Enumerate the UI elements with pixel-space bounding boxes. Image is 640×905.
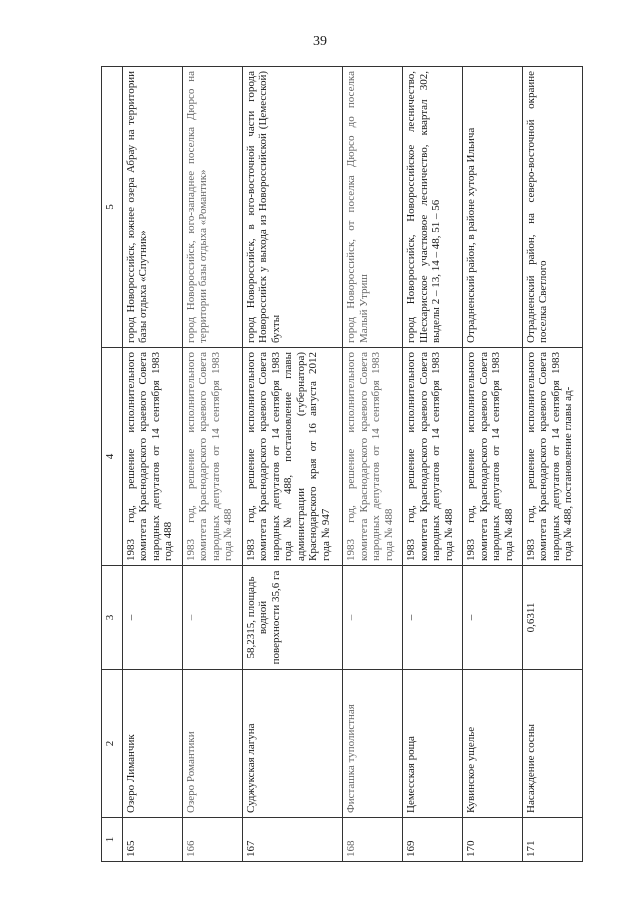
legal-basis: 1983 год, решение исполнительного комитета Краснодарского краевого Совета народных депутатов от 14 сентября 1983 года № 488 xyxy=(463,348,523,566)
object-location: Отрадненский район, в районе хутора Ильича xyxy=(463,67,523,348)
object-area: – xyxy=(403,566,463,670)
page-number: 39 xyxy=(313,34,327,49)
object-name: Озеро Лиманчик xyxy=(122,670,182,818)
rotated-table-container xyxy=(101,67,583,862)
object-name: Озеро Романтики xyxy=(182,670,242,818)
table-row xyxy=(403,67,463,862)
table-row xyxy=(343,67,403,862)
header-row xyxy=(102,67,123,862)
object-area: 58,2315, площадь водной поверхности 35,6 га xyxy=(242,566,343,670)
object-location: город Новороссийск, южнее озера Абрау на территории базы отдыха «Спутник» xyxy=(122,67,182,348)
object-name: Фисташка туполистная xyxy=(343,670,403,818)
object-area: – xyxy=(343,566,403,670)
legal-basis: 1983 год, решение исполнительного комитета Краснодарского краевого Совета народных депутатов от 14 сентября 1983 года № 488, постановление главы администрации (губернатора) Краснодарского края от 16 августа 2012 года № 947 xyxy=(242,348,343,566)
object-area: – xyxy=(463,566,523,670)
row-number: 171 xyxy=(522,818,582,862)
header-col-5: 5 xyxy=(102,67,123,348)
table-row xyxy=(182,67,242,862)
object-name: Цемесская роща xyxy=(403,670,463,818)
legal-basis: 1983 год, решение исполнительного комитета Краснодарского краевого Совета народных депутатов от 14 сентября 1983 года 488 xyxy=(122,348,182,566)
row-number: 168 xyxy=(343,818,403,862)
row-number: 167 xyxy=(242,818,343,862)
object-location: Отрадненский район, на северо-восточной окраине поселка Светлого xyxy=(522,67,582,348)
row-number: 169 xyxy=(403,818,463,862)
row-number: 166 xyxy=(182,818,242,862)
table-row xyxy=(122,67,182,862)
object-name: Насаждение сосны xyxy=(522,670,582,818)
header-col-2: 2 xyxy=(102,670,123,818)
object-area: 0,6311 xyxy=(522,566,582,670)
header-col-3: 3 xyxy=(102,566,123,670)
object-location: город Новороссийск, в юго-восточной части города Новороссийск у выхода из Новороссийской (Цемесской) бухты xyxy=(242,67,343,348)
row-number: 170 xyxy=(463,818,523,862)
object-location: город Новороссийск, Новороссийское лесничество, Шесхарисское участковое лесничество, квартал 302, выделы 2 – 13, 14 – 48, 51 – 56 xyxy=(403,67,463,348)
object-name: Кувинское ущелье xyxy=(463,670,523,818)
object-area: – xyxy=(122,566,182,670)
legal-basis: 1983 год, решение исполнительного комитета Краснодарского краевого Совета народных депутатов от 14 сентября 1983 года № 488 xyxy=(403,348,463,566)
header-col-1: 1 xyxy=(102,818,123,862)
object-name: Суджукская лагуна xyxy=(242,670,343,818)
header-col-4: 4 xyxy=(102,348,123,566)
legal-basis: 1983 год, решение исполнительного комитета Краснодарского краевого Совета народных депутатов от 14 сентября 1983 года № 488, постановление главы ад- xyxy=(522,348,582,566)
table-row xyxy=(522,67,582,862)
protected-areas-table xyxy=(101,66,583,862)
object-location: город Новороссийск, от поселка Дюрсо до поселка Малый Утриш xyxy=(343,67,403,348)
legal-basis: 1983 год, решение исполнительного комитета Краснодарского краевого Совета народных депутатов от 14 сентября 1983 года № 488 xyxy=(343,348,403,566)
row-number: 165 xyxy=(122,818,182,862)
object-area: – xyxy=(182,566,242,670)
legal-basis: 1983 год, решение исполнительного комитета Краснодарского краевого Совета народных депутатов от 14 сентября 1983 года № 488 xyxy=(182,348,242,566)
table-row xyxy=(463,67,523,862)
table-row xyxy=(242,67,343,862)
object-location: город Новороссийск, юго-западнее поселка Дюрсо на территории базы отдыха «Романтик» xyxy=(182,67,242,348)
